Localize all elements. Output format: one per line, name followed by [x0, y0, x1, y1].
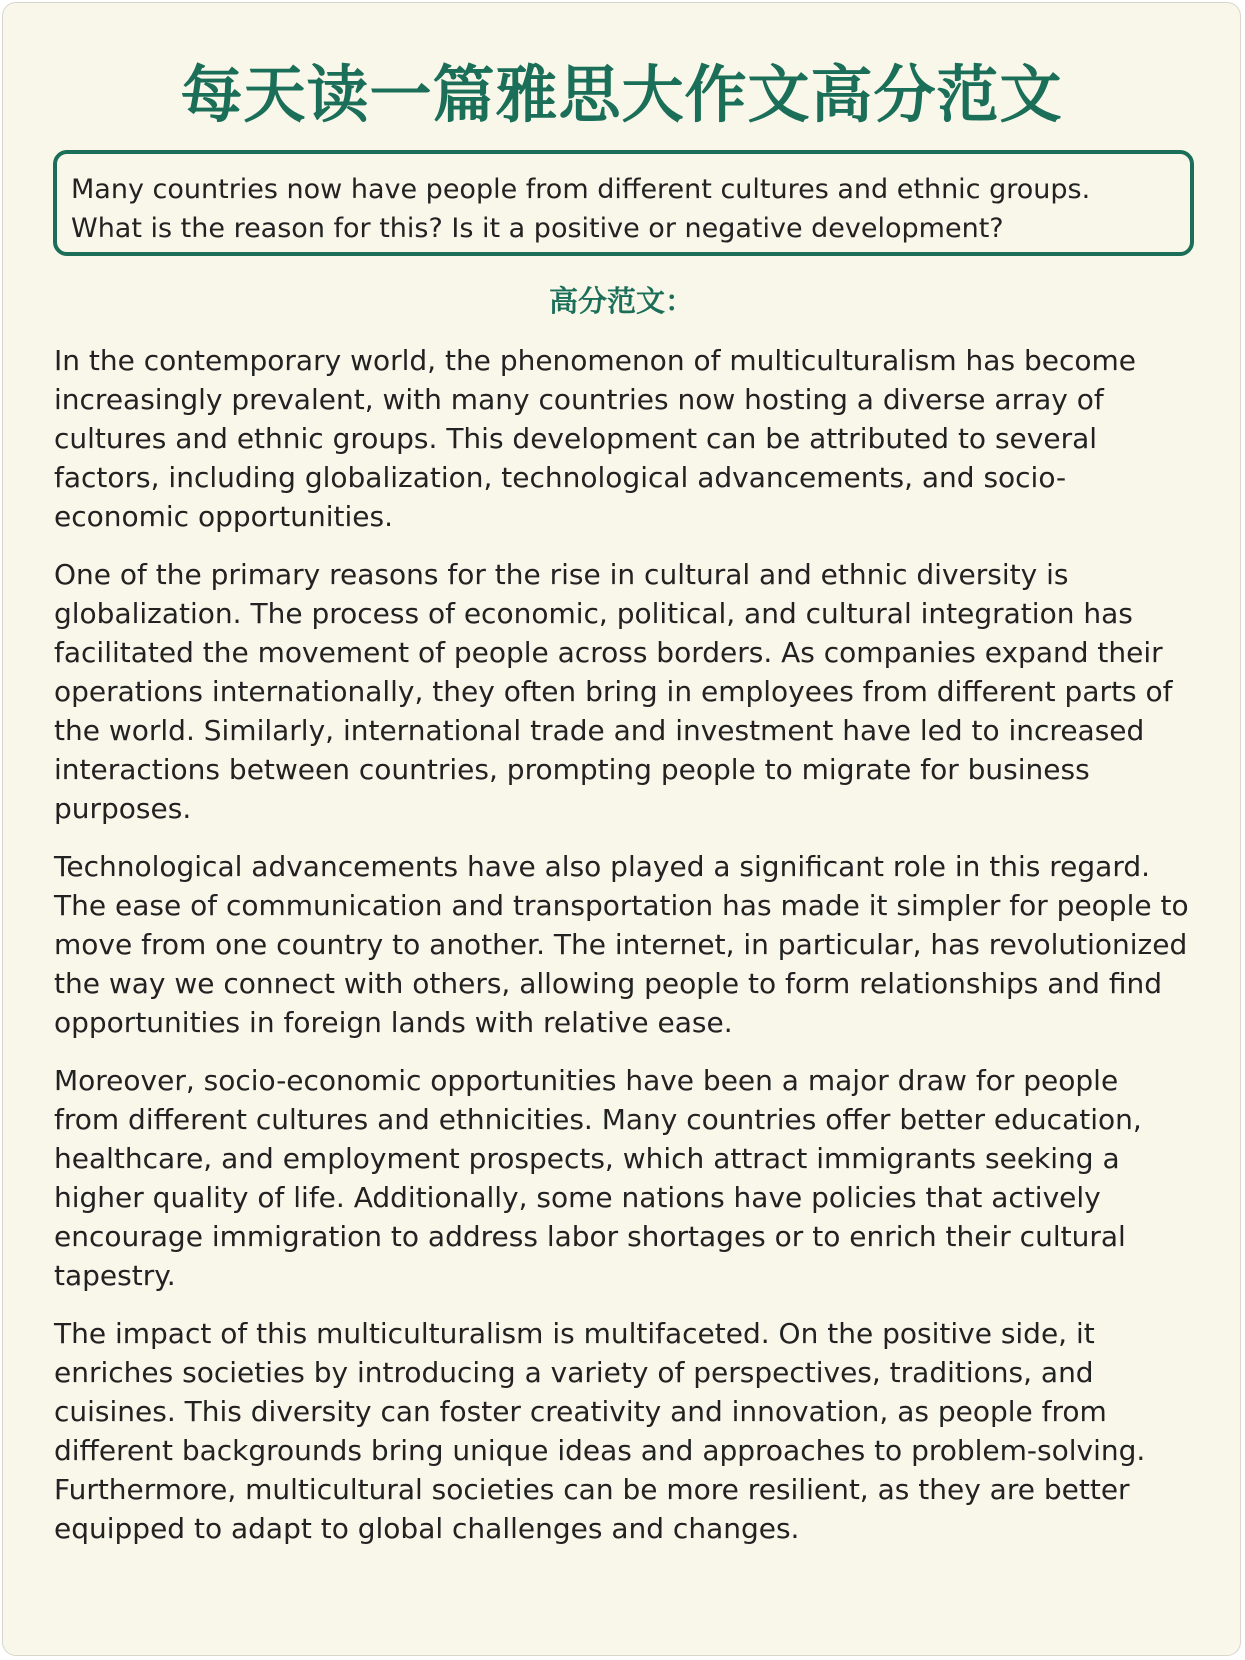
- essay-line: from different cultures and ethnicities. Many countries offer better education,: [54, 1103, 1142, 1136]
- sample-essay-label: 高分范文：: [548, 284, 694, 318]
- essay-line: the world. Similarly, international trade and investment have led to increased: [54, 714, 1145, 747]
- page-card: [2, 2, 1241, 1656]
- essay-line: In the contemporary world, the phenomenon of multiculturalism has become: [54, 344, 1136, 377]
- prompt-line: Many countries now have people from different cultures and ethnic groups.: [71, 174, 1091, 205]
- essay-paragraph: [54, 847, 1204, 1042]
- essay-line: different backgrounds bring unique ideas and approaches to problem-solving.: [54, 1434, 1146, 1467]
- essay-line: higher quality of life. Additionally, some nations have policies that actively: [54, 1181, 1101, 1214]
- essay-line: operations internationally, they often bring in employees from different parts of: [54, 675, 1173, 708]
- essay-line: increasingly prevalent, with many countries now hosting a diverse array of: [54, 383, 1104, 416]
- essay-line: The impact of this multiculturalism is multifaceted. On the positive side, it: [54, 1317, 1095, 1350]
- essay-line: facilitated the movement of people across borders. As companies expand their: [54, 636, 1163, 669]
- essay-paragraph: [54, 341, 1204, 536]
- essay-line: the way we connect with others, allowing people to form relationships and find: [54, 967, 1162, 1000]
- essay-line: opportunities in foreign lands with relative ease.: [54, 1006, 733, 1039]
- essay-line: tapestry.: [54, 1259, 176, 1292]
- essay-line: cuisines. This diversity can foster creativity and innovation, as people from: [54, 1395, 1107, 1428]
- essay-body: [54, 341, 1204, 1567]
- essay-line: purposes.: [54, 792, 192, 825]
- essay-line: factors, including globalization, technological advancements, and socio-: [54, 461, 1067, 494]
- essay-line: move from one country to another. The internet, in particular, has revolutionized: [54, 928, 1188, 961]
- essay-line: equipped to adapt to global challenges and changes.: [54, 1512, 800, 1545]
- essay-line: interactions between countries, prompting people to migrate for business: [54, 753, 1090, 786]
- essay-paragraph: [54, 1314, 1204, 1548]
- essay-paragraph: [54, 555, 1204, 828]
- essay-line: encourage immigration to address labor shortages or to enrich their cultural: [54, 1220, 1126, 1253]
- essay-line: healthcare, and employment prospects, which attract immigrants seeking a: [54, 1142, 1120, 1175]
- essay-paragraph: [54, 1061, 1204, 1295]
- essay-prompt-box: [53, 150, 1194, 256]
- essay-line: The ease of communication and transportation has made it simpler for people to: [54, 889, 1189, 922]
- essay-line: Technological advancements have also played a significant role in this regard.: [54, 850, 1151, 883]
- essay-line: economic opportunities.: [54, 500, 394, 533]
- essay-line: One of the primary reasons for the rise in cultural and ethnic diversity is: [54, 558, 1069, 591]
- essay-line: enriches societies by introducing a variety of perspectives, traditions, and: [54, 1356, 1094, 1389]
- essay-line: Moreover, socio-economic opportunities have been a major draw for people: [54, 1064, 1119, 1097]
- prompt-line: What is the reason for this? Is it a positive or negative development?: [71, 213, 1004, 244]
- essay-line: globalization. The process of economic, political, and cultural integration has: [54, 597, 1133, 630]
- essay-line: Furthermore, multicultural societies can be more resilient, as they are better: [54, 1473, 1130, 1506]
- essay-line: cultures and ethnic groups. This development can be attributed to several: [54, 422, 1098, 455]
- page-title: 每天读一篇雅思大作文高分范文: [180, 58, 1063, 131]
